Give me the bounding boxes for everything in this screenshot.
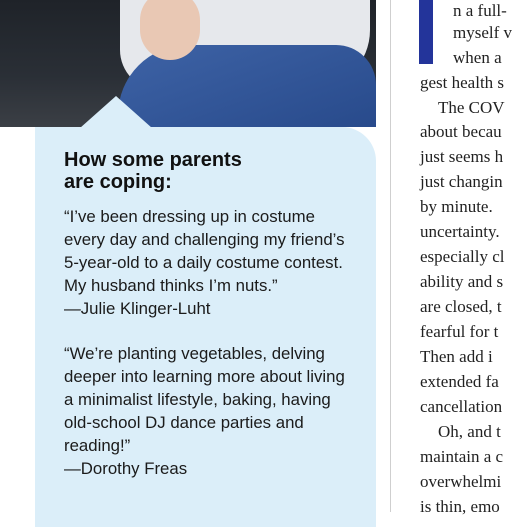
article-line: cancellation [420,397,503,416]
article-line: maintain a c [420,447,504,466]
article-line: just changin [420,172,503,191]
article-line: Then add i [420,347,493,366]
article-line: gest health s [420,73,505,92]
article-line: just seems h [420,147,504,166]
callout-notch [80,96,152,128]
article-line: when a [453,48,502,67]
article-line: are closed, t [420,297,502,316]
article-line: extended fa [420,372,499,391]
hero-photo [0,0,376,127]
quote-author: —Julie Klinger-Luht [64,299,211,318]
article-line: about becau [420,122,502,141]
article-line: n a full- [453,1,507,20]
article-line: overwhelmi [420,472,502,491]
article-line: ability and s [420,272,504,291]
article-line: fearful for t [420,322,499,341]
quote-author: —Dorothy Freas [64,459,188,478]
article-line: is thin, emo [420,497,500,516]
sidebar-heading: How some parents are coping: [64,149,242,193]
coping-sidebar [35,127,376,527]
article-line: Oh, and t [438,422,501,441]
photo-hand [140,0,200,60]
article-line: myself v [453,23,512,42]
article-line: The COV [438,98,505,117]
article-line: especially cl [420,247,505,266]
quote-text: “I’ve been dressing up in costume every day and challenging my friend’s 5-year-old to a daily costume contest. My husband thinks I’m nuts.” [64,207,345,295]
article-line: uncertainty. [420,222,500,241]
quote-text: “We’re planting vegetables, delving deeper into learning more about living a minimalist lifestyle, baking, having old-school DJ dance parties and reading!” [64,344,345,455]
article-line: by minute. [420,197,493,216]
drop-cap-bar [419,0,433,64]
column-divider [390,0,391,512]
